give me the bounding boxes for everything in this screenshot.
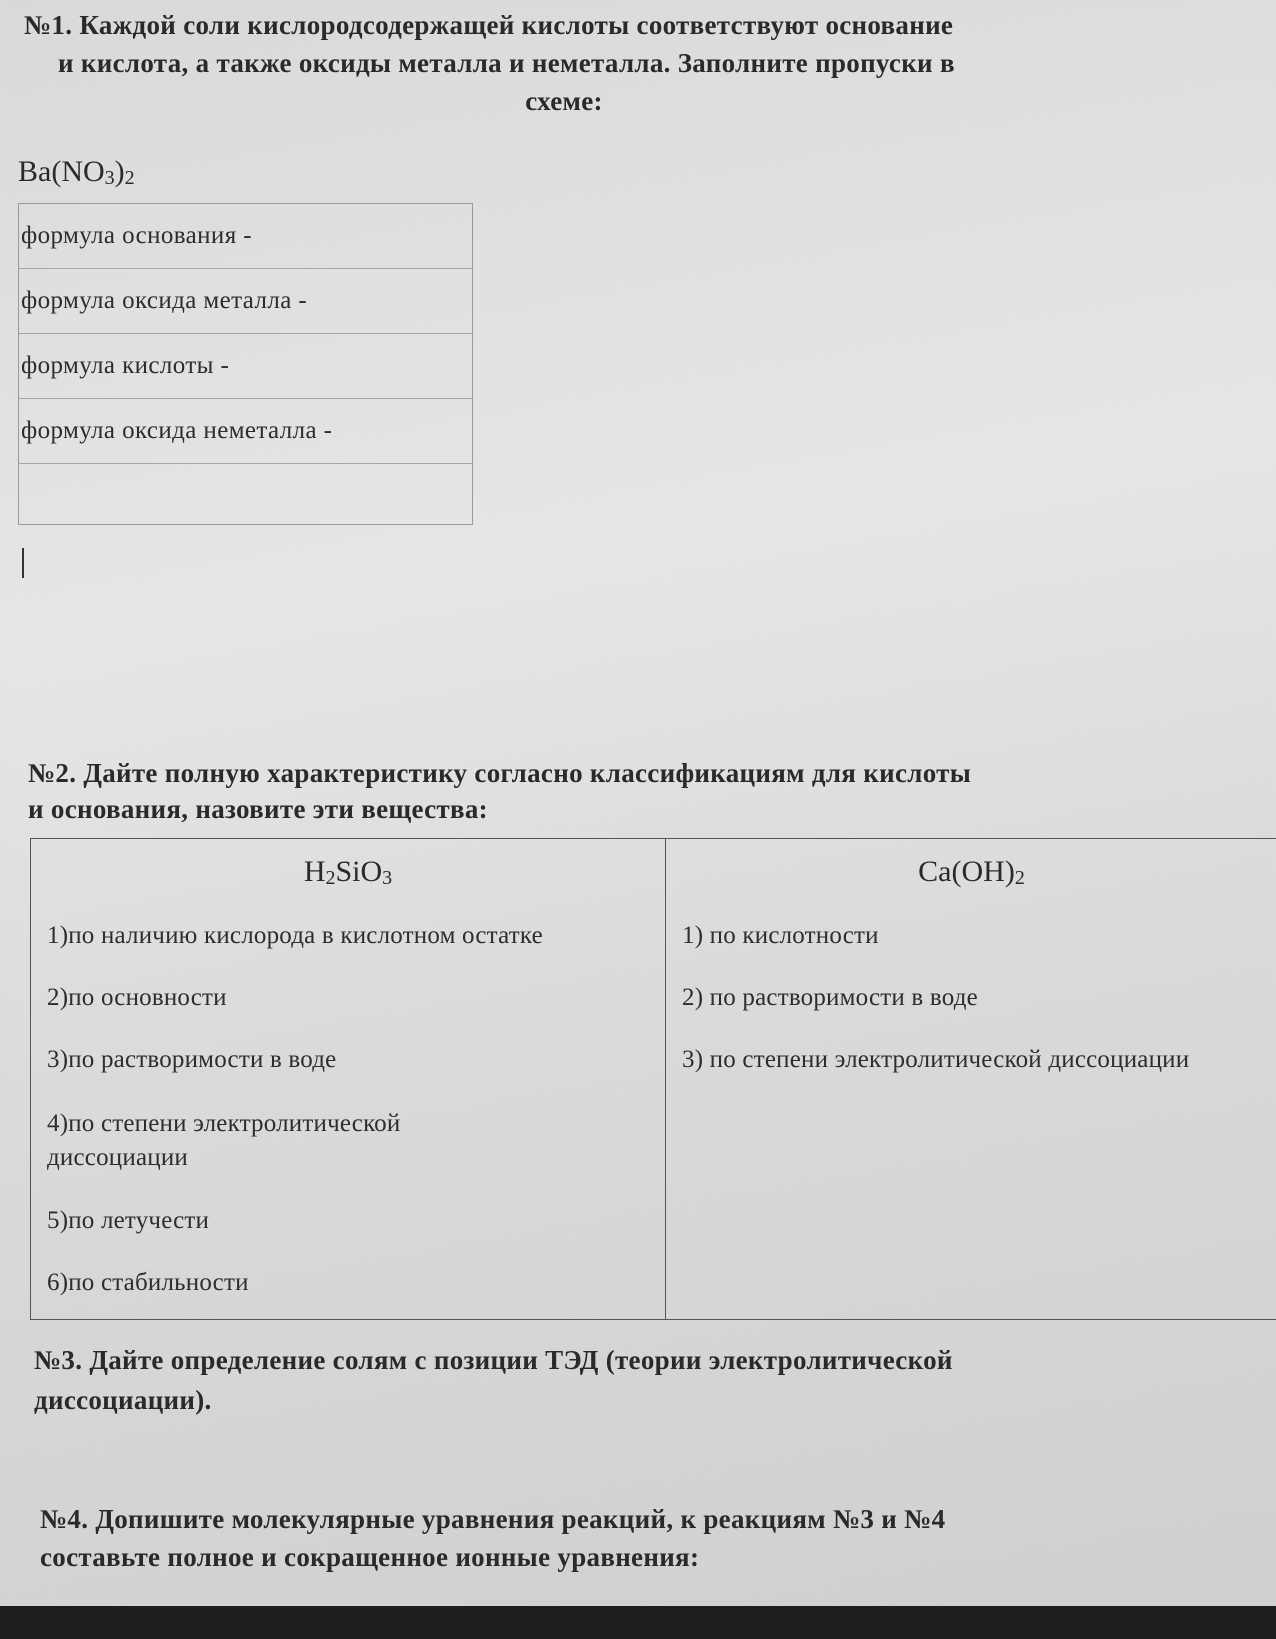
task4-heading-line1: №4. Допишите молекулярные уравнения реакций, к реакциям №3 и №4 [40,1504,946,1534]
salt-formula-sub: 3 [104,167,115,189]
acid-formula-sub: 3 [382,867,393,889]
base-formula-sub: 2 [1014,867,1025,889]
task1-heading-line1: №1. Каждой соли кислородсодержащей кислоты соответствуют основание [24,10,954,40]
acid-item: 1)по наличию кислорода в кислотном остатке [47,922,543,949]
task1-table [18,203,473,525]
acid-formula-part: H [303,855,326,888]
acid-item: 6)по стабильности [47,1269,249,1296]
task2-heading-line2: и основания, назовите эти вещества: [28,794,488,824]
salt-formula-close: ) [114,155,125,188]
salt-formula [18,155,135,190]
base-formula [666,855,1276,890]
task1-heading-line2: и кислота, а также оксиды металла и неметалла. Заполните пропуски в [58,48,955,78]
task1-row [19,269,473,334]
acid-formula [31,855,665,890]
task2-table [30,838,1276,1320]
task3-heading-line2: диссоциации). [34,1385,212,1415]
base-item: 1) по кислотности [682,922,879,949]
task1-cell-empty[interactable] [19,464,473,525]
task4-heading [40,1500,1140,1576]
acid-formula-sub: 2 [325,867,336,889]
task1-cell-nonmetal-oxide[interactable]: формула оксида неметалла - [19,399,473,464]
acid-column[interactable] [31,839,666,1319]
task2-heading-line1: №2. Дайте полную характеристику согласно классификациям для кислоты [28,758,972,788]
task2-heading [28,755,1128,827]
task1-heading-line3: схеме: [525,86,603,116]
acid-item: 4)по степени электролитической диссоциации [47,1110,401,1171]
base-formula-part: Ca(OH) [918,855,1015,888]
task1-row [19,464,473,525]
task1-row [19,399,473,464]
salt-formula-sub: 2 [124,167,135,189]
task1-cell-acid[interactable]: формула кислоты - [19,334,473,399]
monitor-bezel [0,1606,1276,1639]
task1-row [19,204,473,269]
base-item: 2) по растворимости в воде [682,984,978,1011]
acid-item: 3)по растворимости в воде [47,1046,337,1073]
task1-cell-metal-oxide[interactable]: формула оксида металла - [19,269,473,334]
task3-heading-line1: №3. Дайте определение солям с позиции ТЭД (теории электролитической [34,1345,953,1375]
task4-heading-line2: составьте полное и сокращенное ионные уравнения: [40,1542,700,1572]
acid-item: 5)по летучести [47,1207,210,1234]
task1-cell-base[interactable]: формула основания - [19,204,473,269]
acid-item: 2)по основности [47,984,227,1011]
task1-heading [24,6,1104,120]
salt-formula-part: Ba(NO [18,155,105,188]
text-cursor [22,548,24,578]
base-column[interactable] [666,839,1276,1319]
task1-row [19,334,473,399]
task3-heading [34,1340,1134,1420]
base-item: 3) по степени электролитической диссоциации [682,1046,1190,1073]
acid-formula-part: SiO [335,855,383,888]
